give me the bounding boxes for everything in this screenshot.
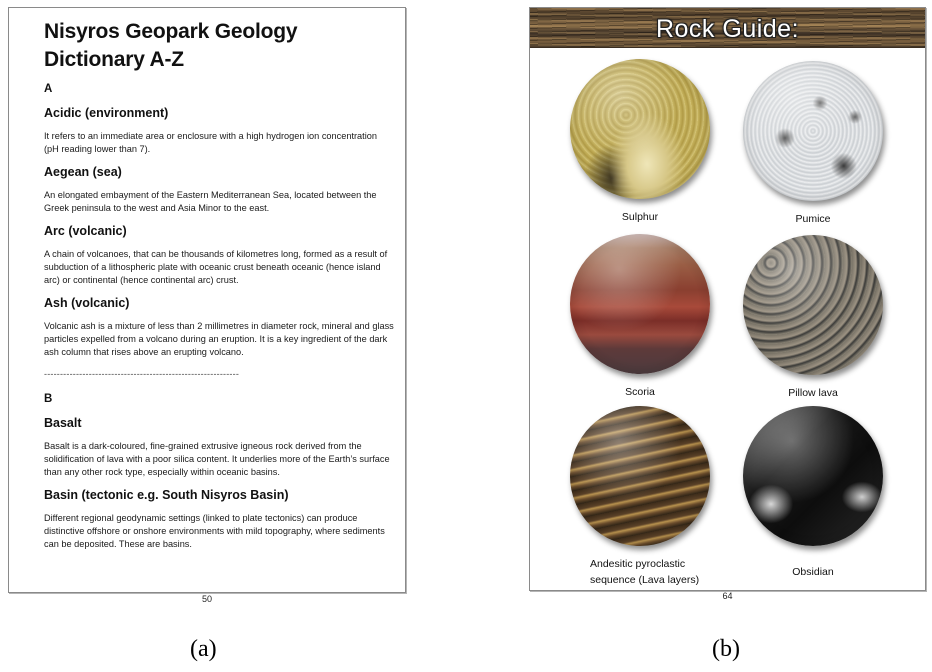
pillow-lava-image [743,235,883,375]
term-heading: Basin (tectonic e.g. South Nisyros Basin) [44,488,289,502]
section-separator: ------------------------------------------------------------- [44,369,240,379]
rock-label: Pumice [795,213,831,225]
term-heading: Ash (volcanic) [44,296,130,310]
rock-label-line-1: Andesitic pyroclastic [590,558,686,570]
term-definition: Volcanic ash is a mixture of less than 2 millimetres in diameter rock, mineral and glass particles expelled from a volcano during an eruption. It is a key ingredient of the dark ash column that rises above an erupting volcano. [44,321,394,357]
term-heading: Aegean (sea) [44,165,122,179]
dictionary-page [8,7,406,593]
rock-label: Scoria [625,386,655,398]
obsidian-image [743,406,883,546]
rock-label: Obsidian [792,566,834,578]
rock-item-pillow-lava [738,235,888,401]
pumice-image [743,61,883,201]
section-letter-a: A [44,83,53,95]
term-definition: An elongated embayment of the Eastern Mediterranean Sea, located between the Greek peninsula to the west and Asia Minor to the east. [44,190,377,213]
rock-label: Pillow lava [788,387,838,399]
rock-item-obsidian [738,406,888,580]
banner-title: Rock Guide: [655,14,800,43]
rock-label [590,556,710,588]
rock-label: Sulphur [621,211,659,223]
section-letter-b: B [44,393,53,405]
andesitic-sequence-image [570,406,710,546]
rock-guide-page [529,7,926,591]
term-definition: Basalt is a dark-coloured, fine-grained extrusive igneous rock derived from the solidification of lava with a poor silica content. It underlies more of the Earth’s surface than any other rock type, especially within oceanic basins. [44,441,390,477]
term-definition: It refers to an immediate area or enclosure with a high hydrogen ion concentration (pH reading lower than 7). [44,131,377,154]
page-number: 64 [722,591,733,601]
rock-item-sulphur [565,59,715,225]
dictionary-content [44,18,394,560]
term-heading: Arc (volcanic) [44,224,127,238]
figure-caption-a: (a) [190,636,217,662]
title-line-2: Dictionary A-Z [44,48,184,71]
wood-banner [530,8,925,48]
rock-label-line-2: sequence (Lava layers) [590,574,700,586]
title-line-1: Nisyros Geopark Geology [44,20,298,43]
rock-item-andesitic-sequence [565,406,715,588]
figure-caption-b: (b) [712,636,740,662]
term-heading: Basalt [44,416,82,430]
sulphur-image [570,59,710,199]
page-title [44,18,394,74]
rock-item-pumice [738,61,888,227]
term-definition: A chain of volcanoes, that can be thousands of kilometres long, formed as a result of subduction of a lithospheric plate with oceanic crust beneath oceanic (hence island arc) or continental (hence continental arc) crust. [44,249,388,285]
rock-item-scoria [565,234,715,400]
scoria-image [570,234,710,374]
term-definition: Different regional geodynamic settings (linked to plate tectonics) can produce distinctive offshore or onshore environments with mild topography, where sediments can be deposited. These are basins. [44,513,385,549]
term-heading: Acidic (environment) [44,106,169,120]
page-number: 50 [201,594,212,604]
